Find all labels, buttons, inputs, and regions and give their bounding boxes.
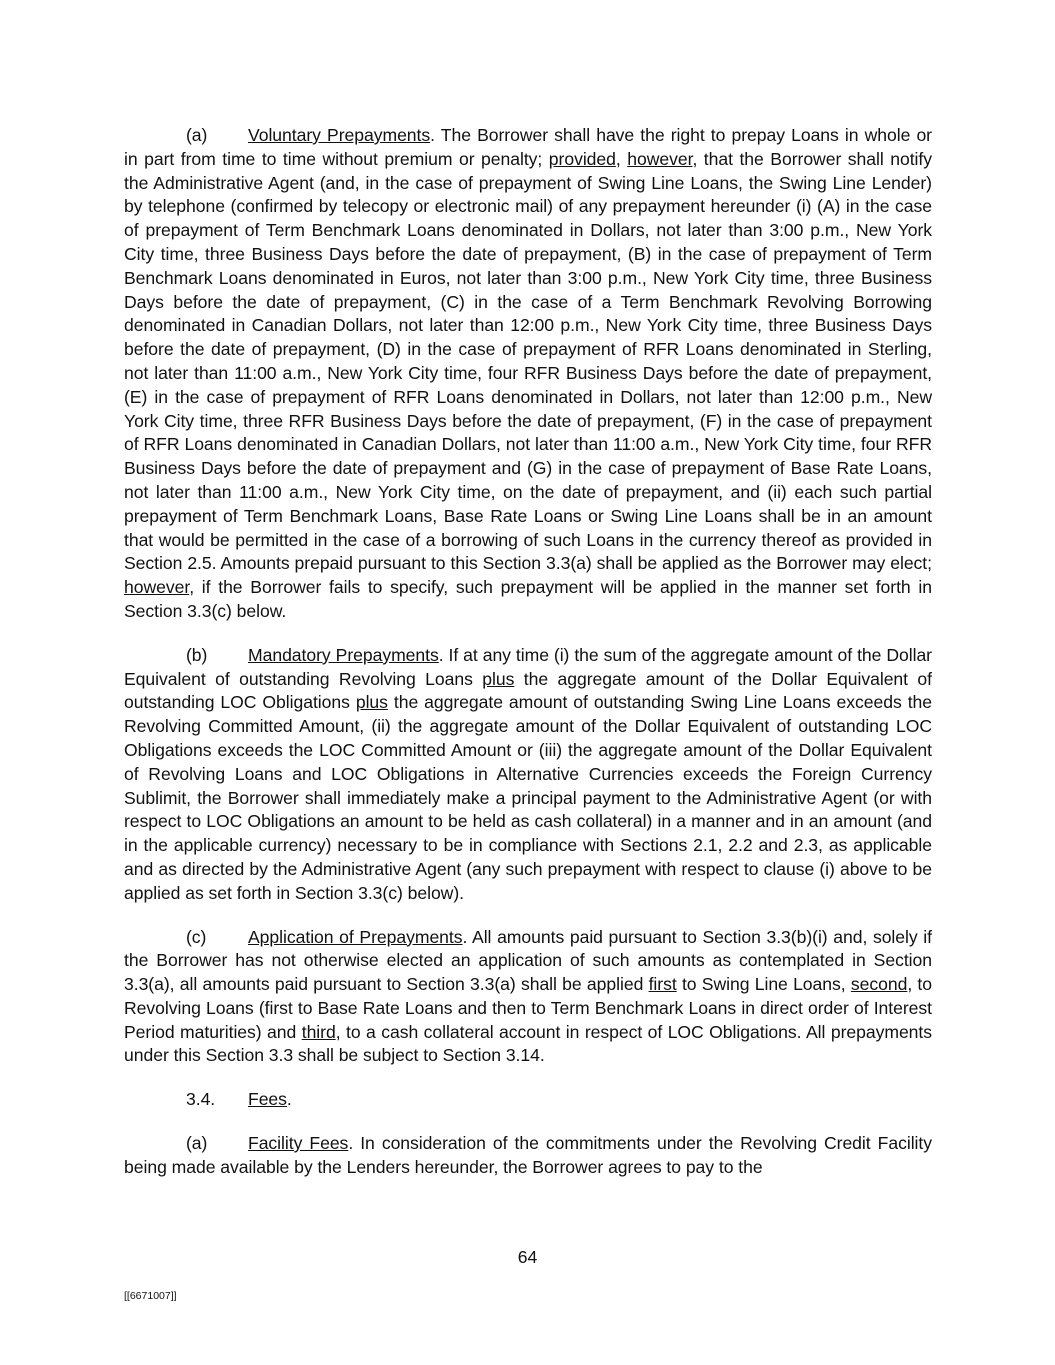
underlined-term: first — [648, 974, 677, 995]
paragraph-label: (c) — [186, 926, 207, 947]
paragraph-text: to Swing Line Loans, — [676, 974, 851, 995]
section-number: 3.4. — [186, 1089, 216, 1110]
paragraph-title: Facility Fees — [248, 1133, 349, 1154]
underlined-term: provided — [548, 148, 616, 169]
paragraph-text: . All amounts paid pursuant to Section 3.3(b)(i) and, solely if the Borrower has not otherwise elected an application of such amounts as contemplated in Section 3.3(a), all amounts paid pursuant to Section 3.3(a) shall be applied — [124, 926, 932, 995]
underlined-term: third — [301, 1021, 336, 1042]
underlined-term: plus — [482, 668, 515, 689]
paragraph-label: (a) — [186, 1133, 208, 1154]
paragraph-title: Mandatory Prepayments — [248, 644, 439, 665]
section-title: Fees — [248, 1089, 287, 1110]
paragraph-text: the aggregate amount of the Dollar Equivalent of outstanding LOC Obligations — [124, 668, 932, 713]
paragraph-label: (b) — [186, 644, 208, 665]
paragraph-voluntary-prepayments — [124, 124, 932, 624]
document-id: [[6671007]] — [124, 1290, 177, 1302]
paragraph-mandatory-prepayments — [124, 644, 932, 906]
paragraph-text: , if the Borrower fails to specify, such prepayment will be applied in the manner set forth in Section 3.3(c) below. — [124, 577, 932, 621]
paragraph-text: , to a cash collateral account in respect of LOC Obligations. All prepayments under this Section 3.3 shall be subject to Section 3.14. — [124, 1021, 932, 1066]
underlined-term: however — [627, 148, 693, 169]
section-title-period: . — [286, 1089, 292, 1110]
paragraph-text: , that the Borrower shall notify the Administrative Agent (and, in the case of prepayment of Swing Line Loans, the Swing Line Lender) by telephone (confirmed by telecopy or electronic mail) of any prepayment hereunder (i) (A) in the case of prepayment of Term Benchmark Loans denominated in Dollars, not later than 3:00 p.m., New York City time, three Business Days before the date of prepayment, (B) in the case of prepayment of Term Benchmark Loans denominated in Euros, not later than 3:00 p.m., New York City time, three Business Days before the date of prepayment, (C) in the case of a Term Benchmark Revolving Borrowing denominated in Canadian Dollars, not later than 12:00 p.m., New York City time, three Business Days before the date of prepayment, (D) in the case of prepayment of RFR Loans denominated in Sterling, not later than 11:00 a.m., New York City time, four RFR Business Days before the date of prepayment, (E) in the case of prepayment of RFR Loans denominated in Dollars, not later than 12:00 p.m., New York City time, three RFR Business Days before the date of prepayment, (F) in the case of prepayment of RFR Loans denominated in Canadian Dollars, not later than 11:00 a.m., New York City time, four RFR Business Days before the date of prepayment and (G) in the case of prepayment of Base Rate Loans, not later than 11:00 a.m., New York City time, on the date of prepayment, and (ii) each such partial prepayment of Term Benchmark Loans, Base Rate Loans or Swing Line Loans shall be in an amount that would be permitted in the case of a borrowing of such Loans in the currency thereof as provided in Section 2.5. Amounts prepaid pursuant to this Section 3.3(a) shall be applied as the Borrower may elect; — [124, 148, 932, 574]
underlined-term: second — [850, 974, 908, 995]
paragraph-text: . The Borrower shall have the right to prepay Loans in whole or in part from time to time without premium or penalty; — [124, 125, 932, 169]
paragraph-facility-fees — [124, 1132, 932, 1180]
paragraph-text: . If at any time (i) the sum of the aggregate amount of the Dollar Equivalent of outstanding Revolving Loans — [124, 644, 932, 689]
paragraph-application-of-prepayments — [124, 926, 932, 1069]
underlined-term: plus — [355, 692, 388, 713]
paragraph-text: the aggregate amount of outstanding Swing Line Loans exceeds the Revolving Committed Amount, (ii) the aggregate amount of the Dollar Equivalent of outstanding LOC Obligations exceeds the LOC Committed Amount or (iii) the aggregate amount of the Dollar Equivalent of Revolving Loans and LOC Obligations in Alternative Currencies exceeds the Foreign Currency Sublimit, the Borrower shall immediately make a principal payment to the Administrative Agent (or with respect to LOC Obligations an amount to be held as cash collateral) in a manner and in an amount (and in the applicable currency) necessary to be in compliance with Sections 2.1, 2.2 and 2.3, as applicable and as directed by the Administrative Agent (any such prepayment with respect to clause (i) above to be applied as set forth in Section 3.3(c) below). — [124, 692, 932, 903]
paragraph-label: (a) — [186, 125, 208, 145]
paragraph-text: , — [615, 148, 628, 169]
page-number: 64 — [517, 1247, 538, 1267]
underlined-term: however — [124, 577, 190, 598]
document-body — [124, 124, 932, 1180]
paragraph-text: . In consideration of the commitments under the Revolving Credit Facility being made available by the Lenders hereunder, the Borrower agrees to pay to the — [124, 1133, 933, 1177]
paragraph-text: , to Revolving Loans (first to Base Rate Loans and then to Term Benchmark Loans in direct order of Interest Period maturities) and — [124, 974, 932, 1042]
paragraph-title: Application of Prepayments — [248, 926, 463, 947]
section-heading-fees — [124, 1088, 932, 1112]
paragraph-title: Voluntary Prepayments — [248, 125, 431, 145]
